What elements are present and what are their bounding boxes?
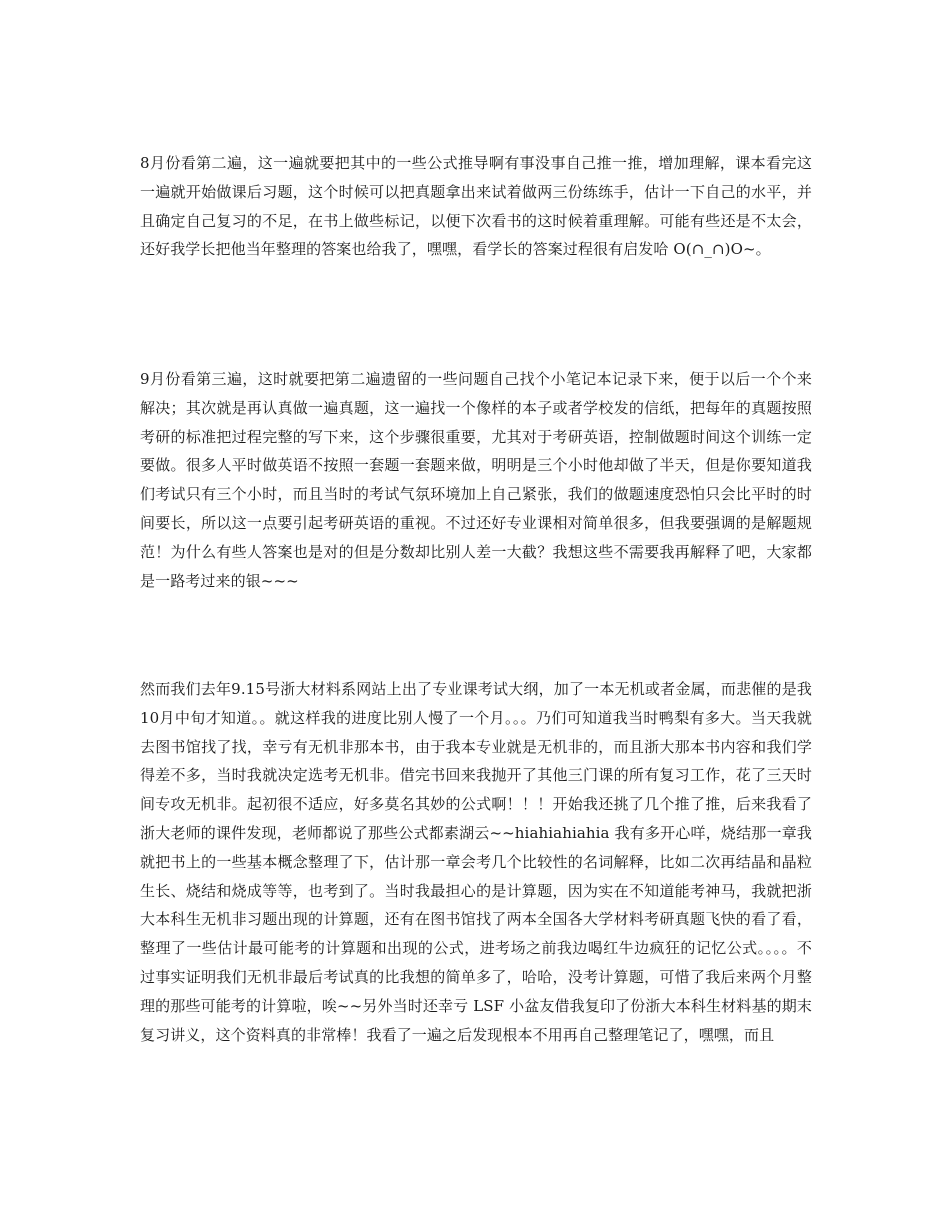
paragraph-august-review: 8月份看第二遍，这一遍就要把其中的一些公式推导啊有事没事自己推一推，增加理解，课本看完这一遍就开始做课后习题，这个时候可以把真题拿出来试着做两三份练练手，估计一下自己的水平，并且确定自己复习的不足，在书上做些标记，以便下次看书的这时候着重理解。可能有些还是不太会，还好我学长把他当年整理的答案也给我了，嘿嘿，看学长的答案过程很有启发哈 O(∩_∩)O~。 — [140, 154, 812, 259]
paragraph-syllabus-change: 然而我们去年9.15号浙大材料系网站上出了专业课考试大纲，加了一本无机或者金属，而悲催的是我10月中旬才知道。。就这样我的进度比别人慢了一个月。。。乃们可知道我当时鸭梨有多大。当天我就去图书馆找了找，幸亏有无机非那本书，由于我本专业就是无机非的，而且浙大那本书内容和我们学得差不多，当时我就决定选考无机非。借完书回来我抛开了其他三门课的所有复习工作，花了三天时间专攻无机非。起初很不适应，好多莫名其妙的公式啊！！！开始我还挑了几个推了推，后来我看了浙大老师的课件发现，老师都说了那些公式都素湖云~~hiahiahiahia 我有多开心咩，烧结那一章我就把书上的一些基本概念整理了下，估计那一章会考几个比较性的名词解释，比如二次再结晶和晶粒生长、烧结和烧成等等，也考到了。当时我最担心的是计算题，因为实在不知道能考神马，我就把浙大本科生无机非习题出现的计算题，还有在图书馆找了两本全国各大学材料考研真题飞快的看了看，整理了一些估计最可能考的计算题和出现的公式，进考场之前我边喝红牛边疯狂的记忆公式。。。。不过事实证明我们无机非最后考试真的比我想的简单多了，哈哈，没考计算题，可惜了我后来两个月整理的那些可能考的计算啦，唉~~另外当时还幸亏 LSF 小盆友借我复印了份浙大本科生材料基的期末复习讲义，这个资料真的非常棒！我看了一遍之后发现根本不用再自己整理笔记了，嘿嘿，而且 — [140, 680, 812, 1044]
paragraph-september-review: 9月份看第三遍，这时就要把第二遍遗留的一些问题自己找个小笔记本记录下来，便于以后一个个来解决；其次就是再认真做一遍真题，这一遍找一个像样的本子或者学校发的信纸，把每年的真题按照考研的标准把过程完整的写下来，这个步骤很重要，尤其对于考研英语，控制做题时间这个训练一定要做。很多人平时做英语不按照一套题一套题来做，明明是三个小时他却做了半天，但是你要知道我们考试只有三个小时，而且当时的考试气氛环境加上自己紧张，我们的做题速度恐怕只会比平时的时间要长，所以这一点要引起考研英语的重视。不过还好专业课相对简单很多，但我要强调的是解题规范！为什么有些人答案也是对的但是分数却比别人差一大截？我想这些不需要我再解释了吧，大家都是一路考过来的银~~~ — [140, 370, 812, 590]
